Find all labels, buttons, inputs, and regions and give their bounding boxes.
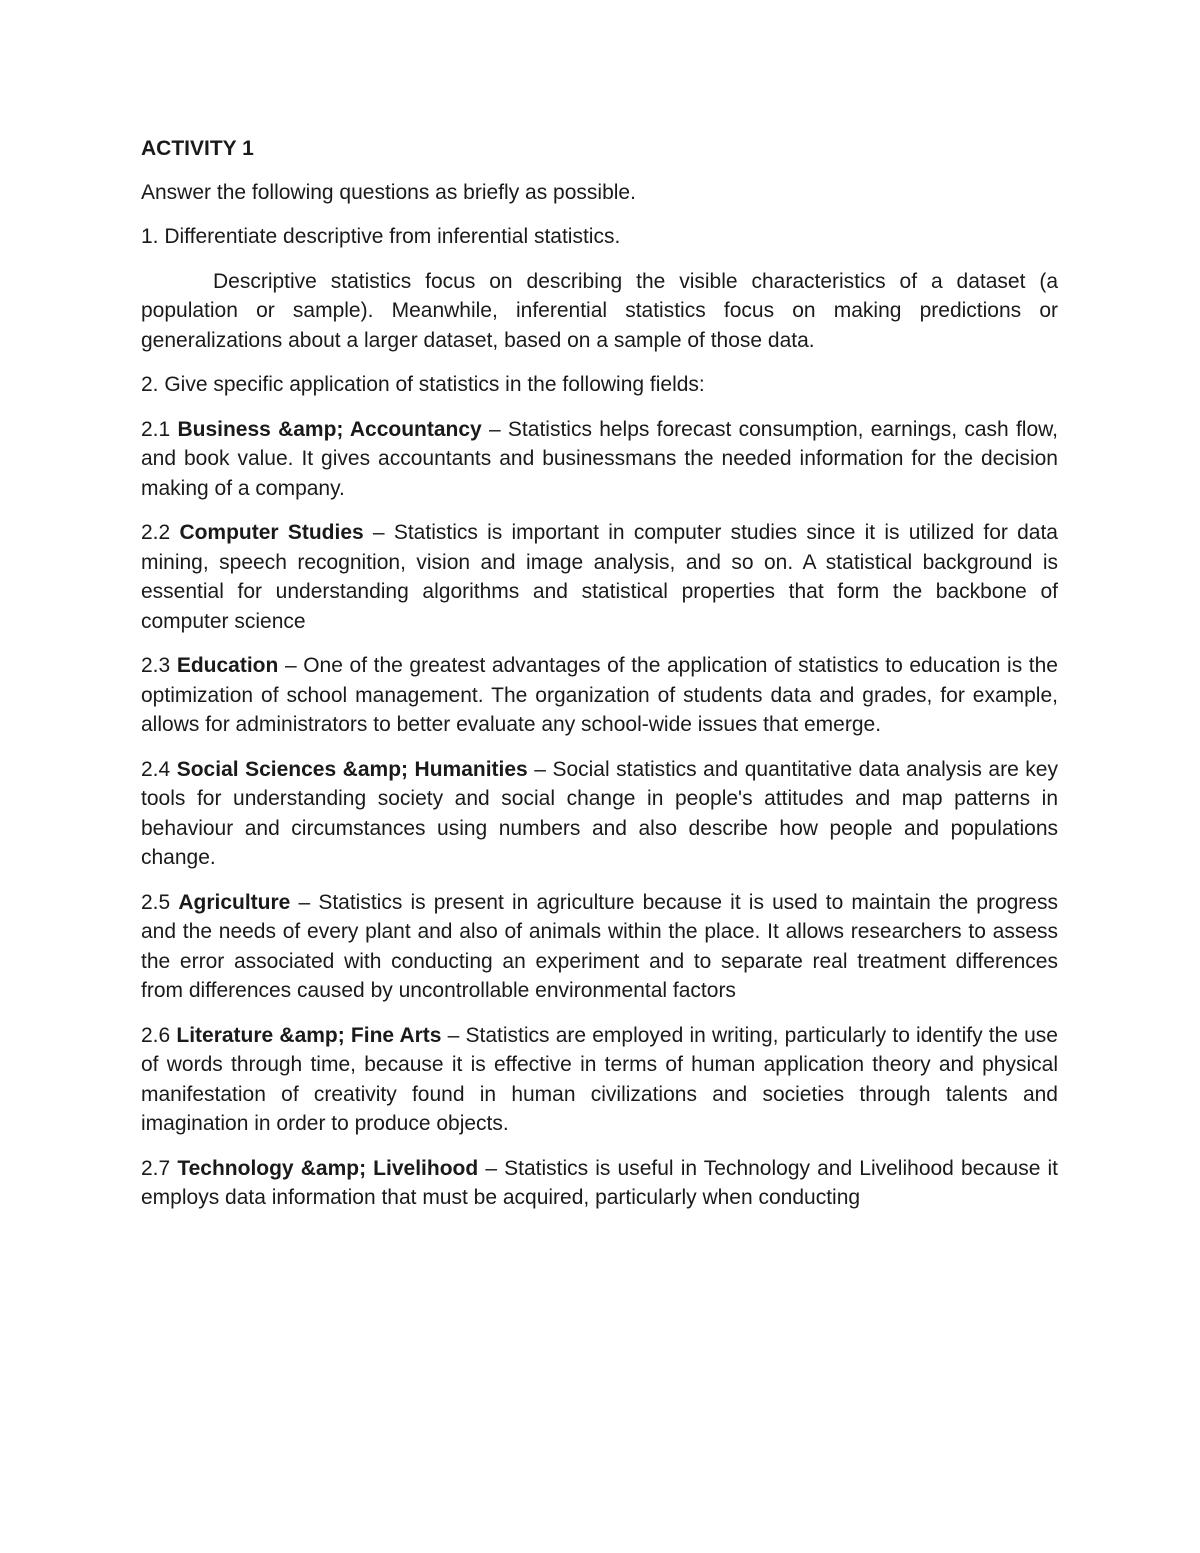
- answer-2-4: [141, 755, 1058, 873]
- answer-2-2: [141, 518, 1058, 636]
- field-description: – Statistics are employed in writing, particularly to identify the use of words through time, because it is effective in terms of human application theory and physical manifestation of creativity found in human civilizations and societies through talents and imagination in order to produce objects.: [141, 1023, 1058, 1135]
- answer-2-3: [141, 651, 1058, 740]
- item-number: 2.2: [141, 521, 171, 544]
- field-description: – Statistics is important in computer studies since it is utilized for data mining, speech recognition, vision and image analysis, and so on. A statistical background is essential for understanding algorithms and statistical properties that form the backbone of computer science: [141, 521, 1058, 633]
- field-name: Agriculture: [178, 890, 291, 914]
- field-description: – Social statistics and quantitative data analysis are key tools for understanding society and social change in people's attitudes and map patterns in behaviour and circumstances using numbers and also describe how people and populations change.: [141, 757, 1058, 869]
- item-number: 2.1: [141, 417, 171, 441]
- answer-2-7: [141, 1154, 1058, 1213]
- field-name: Education: [176, 654, 279, 677]
- item-number: 2.6: [141, 1023, 171, 1047]
- field-description: – Statistics is useful in Technology and Livelihood because it employs data information that must be acquired, particularly when conducting: [141, 1156, 1058, 1209]
- answer-2-6: [141, 1021, 1058, 1139]
- document-page: [141, 134, 1058, 1228]
- item-number: 2.7: [141, 1156, 171, 1180]
- activity-title: ACTIVITY 1: [141, 137, 254, 160]
- field-description: – Statistics is present in agriculture because it is used to maintain the progress and the needs of every plant and also of animals within the place. It allows researchers to assess the error associated with conducting an experiment and to separate real treatment differences from differences caused by uncontrollable environmental factors: [141, 890, 1058, 1002]
- item-number: 2.5: [141, 890, 171, 914]
- field-name: Business &amp; Accountancy: [177, 417, 482, 441]
- field-name: Technology &amp; Livelihood: [177, 1156, 479, 1180]
- field-name: Social Sciences &amp; Humanities: [176, 757, 528, 781]
- instruction-text: Answer the following questions as briefly as possible.: [141, 180, 636, 204]
- item-number: 2.4: [141, 757, 171, 781]
- field-name: Literature &amp; Fine Arts: [176, 1023, 442, 1047]
- answer-2-1: [141, 415, 1058, 504]
- answer-2-5: [141, 888, 1058, 1006]
- field-description: – One of the greatest advantages of the application of statistics to education is the optimization of school management. The organization of students data and grades, for example, allows for administrators to better evaluate any school-wide issues that emerge.: [141, 654, 1058, 736]
- field-description: – Statistics helps forecast consumption, earnings, cash flow, and book value. It gives accountants and businessmans the needed information for the decision making of a company.: [141, 417, 1058, 500]
- question-1: 1. Differentiate descriptive from inferential statistics.: [141, 225, 621, 248]
- question-2: 2. Give specific application of statistics in the following fields:: [141, 373, 705, 396]
- item-number: 2.3: [141, 654, 171, 677]
- answer-1: Descriptive statistics focus on describing the visible characteristics of a dataset (a population or sample). Meanwhile, inferential statistics focus on making predictions or generalizations about a larger dataset, based on a sample of those data.: [141, 269, 1058, 352]
- field-name: Computer Studies: [179, 521, 364, 544]
